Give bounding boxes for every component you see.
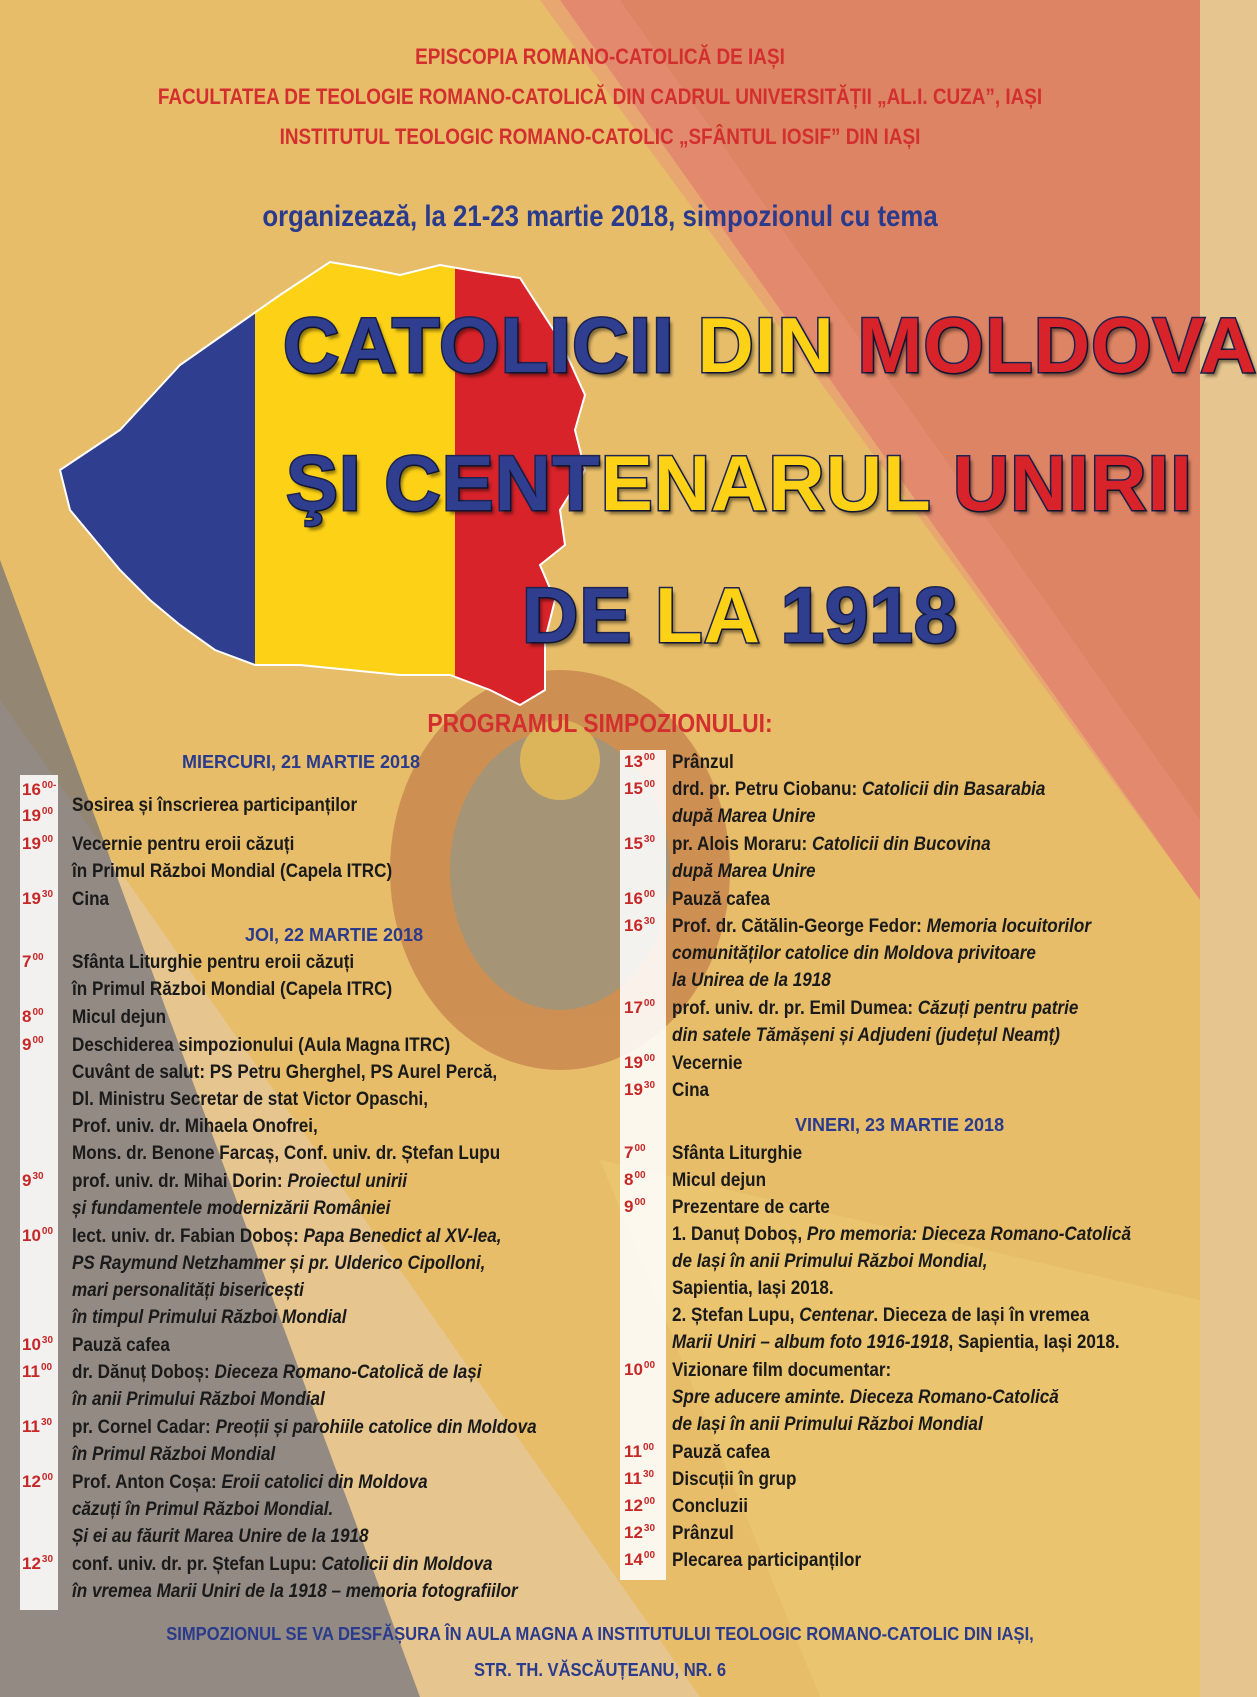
schedule-item: și fundamentele modernizării României	[72, 1198, 391, 1219]
footer-address: STR. TH. VĂSCĂUȚEANU, NR. 6	[473, 1660, 727, 1680]
schedule-item: Sosirea și înscrierea participanților	[72, 795, 358, 816]
schedule-item: Vecernie	[672, 1053, 743, 1074]
footer-venue: SIMPOZIONUL SE VA DESFĂȘURA ÎN AULA MAGNA A INSTITUTULUI TEOLOGIC ROMANO-CATOLIC DIN IAȘI,	[166, 1624, 1034, 1644]
schedule-item: Discuții în grup	[672, 1469, 797, 1490]
schedule-item: Cina	[72, 889, 110, 910]
title-line-2: ŞI CENTENARUL UNIRII	[286, 439, 1193, 527]
time-label: $10^{00}$	[624, 1360, 656, 1379]
schedule-item: Prof. univ. dr. Mihaela Onofrei,	[72, 1116, 318, 1137]
schedule-item: Sfânta Liturghie	[672, 1143, 803, 1164]
time-label: $8^{00}$	[22, 1007, 44, 1026]
schedule-item: Sfânta Liturghie pentru eroii căzuți	[72, 952, 355, 973]
header-institutul: INSTITUTUL TEOLOGIC ROMANO-CATOLIC „SFÂNTUL IOSIF” DIN IAȘI	[279, 124, 921, 149]
schedule-item: Cina	[672, 1080, 710, 1101]
schedule-item: pr. Cornel Cadar: Preoții și parohiile catolice din Moldova	[72, 1417, 537, 1438]
title-line-1: CATOLICII DIN MOLDOVA	[283, 301, 1257, 389]
schedule-item: Prânzul	[672, 752, 734, 773]
time-label: $16^{00}$	[624, 889, 656, 908]
schedule-item: 2. Ștefan Lupu, Centenar. Dieceza de Iași în vremea	[672, 1305, 1090, 1326]
schedule-item: Marii Uniri – album foto 1916-1918, Sapientia, Iași 2018.	[672, 1332, 1120, 1353]
schedule-item: Vecernie pentru eroii căzuți	[72, 834, 295, 855]
schedule-item: Sapientia, Iași 2018.	[672, 1278, 834, 1299]
schedule-item: Micul dejun	[672, 1170, 767, 1191]
time-label: $19^{00}$	[22, 834, 54, 853]
time-label: $9^{30}$	[22, 1171, 44, 1190]
schedule-item: Mons. dr. Benone Farcaș, Conf. univ. dr. Ștefan Lupu	[72, 1143, 501, 1164]
schedule-item: Prof. dr. Cătălin-George Fedor: Memoria locuitorilor	[672, 916, 1092, 937]
time-label: $19^{30}$	[22, 889, 54, 908]
schedule-item: pr. Alois Moraru: Catolicii din Bucovina	[672, 834, 991, 855]
time-label: $11^{30}$	[22, 1417, 53, 1436]
schedule-item: Prezentare de carte	[672, 1197, 830, 1218]
schedule-item: după Marea Unire	[672, 861, 816, 882]
time-label: $14^{00}$	[624, 1550, 656, 1569]
schedule-item: PS Raymund Netzhammer și pr. Ulderico Cipolloni,	[72, 1253, 486, 1274]
schedule-item: în Primul Război Mondial	[72, 1444, 276, 1465]
time-label: $12^{30}$	[22, 1554, 54, 1573]
schedule-item: drd. pr. Petru Ciobanu: Catolicii din Basarabia	[672, 779, 1046, 800]
schedule-item: în timpul Primului Război Mondial	[72, 1307, 347, 1328]
schedule-item: conf. univ. dr. pr. Ștefan Lupu: Catolicii din Moldova	[72, 1554, 493, 1575]
time-label: $10^{00}$	[22, 1226, 54, 1245]
schedule-item: în Primul Război Mondial (Capela ITRC)	[72, 979, 393, 1000]
time-label: $7^{00}$	[22, 952, 44, 971]
day-header-friday: VINERI, 23 MARTIE 2018	[795, 1115, 1005, 1135]
time-label: $11^{00}$	[624, 1442, 655, 1461]
time-label: $7^{00}$	[624, 1143, 646, 1162]
title-line-3: DE LA 1918	[522, 571, 959, 659]
schedule-item: în Primul Război Mondial (Capela ITRC)	[72, 861, 393, 882]
schedule-item: prof. univ. dr. Mihai Dorin: Proiectul unirii	[72, 1171, 408, 1192]
time-label: $19^{30}$	[624, 1080, 656, 1099]
time-label: $10^{30}$	[22, 1335, 54, 1354]
schedule-item: Vizionare film documentar:	[672, 1360, 892, 1381]
schedule-item: 1. Danuț Doboș, Pro memoria: Dieceza Romano-Catolică	[672, 1224, 1131, 1245]
time-label: $11^{00}$	[22, 1362, 53, 1381]
schedule-item: Pauză cafea	[72, 1335, 170, 1356]
time-label: $13^{00}$	[624, 752, 656, 771]
schedule-item: Și ei au făurit Marea Unire de la 1918	[72, 1526, 369, 1547]
schedule-item: Spre aducere aminte. Dieceza Romano-Catolică	[672, 1387, 1059, 1408]
schedule-item: la Unirea de la 1918	[672, 970, 831, 991]
schedule-item: Dl. Ministru Secretar de stat Victor Opaschi,	[72, 1089, 429, 1110]
schedule-item: Pauză cafea	[672, 889, 770, 910]
schedule-item: prof. univ. dr. pr. Emil Dumea: Căzuți pentru patrie	[672, 998, 1079, 1019]
schedule-item: Pauză cafea	[672, 1442, 770, 1463]
time-label: $9^{00}$	[22, 1035, 44, 1054]
time-label: $9^{00}$	[624, 1197, 646, 1216]
schedule-item: după Marea Unire	[672, 806, 816, 827]
schedule-item: Prof. Anton Coșa: Eroii catolici din Moldova	[72, 1472, 428, 1493]
time-label: $12^{00}$	[624, 1496, 656, 1515]
time-label: $16^{30}$	[624, 916, 656, 935]
time-label: $16^{00-}$	[22, 780, 57, 799]
schedule-item: în anii Primului Război Mondial	[72, 1389, 325, 1410]
schedule-item: de Iași în anii Primului Război Mondial	[672, 1414, 983, 1435]
schedule-item: comunităților catolice din Moldova privitoare	[672, 943, 1036, 964]
program-title: PROGRAMUL SIMPOZIONULUI:	[427, 708, 773, 738]
time-label: $17^{00}$	[624, 998, 656, 1017]
schedule-item: Plecarea participanților	[672, 1550, 862, 1571]
day-header-wednesday: MIERCURI, 21 MARTIE 2018	[182, 752, 421, 772]
schedule-item: în vremea Marii Uniri de la 1918 – memoria fotografiilor	[72, 1581, 518, 1602]
schedule-item: căzuți în Primul Război Mondial.	[72, 1499, 334, 1520]
time-label: $11^{30}$	[624, 1469, 655, 1488]
day-header-thursday: JOI, 22 MARTIE 2018	[245, 925, 424, 945]
time-label: $12^{30}$	[624, 1523, 656, 1542]
schedule-item: lect. univ. dr. Fabian Doboș: Papa Benedict al XV-lea,	[72, 1226, 502, 1247]
schedule-item: Deschiderea simpozionului (Aula Magna ITRC)	[72, 1035, 451, 1056]
schedule-item: de Iași în anii Primului Război Mondial,	[672, 1251, 988, 1272]
time-label: $19^{00}$	[22, 806, 54, 825]
schedule-item: Micul dejun	[72, 1007, 167, 1028]
time-label: $15^{00}$	[624, 779, 656, 798]
time-label: $8^{00}$	[624, 1170, 646, 1189]
time-label: $19^{00}$	[624, 1053, 656, 1072]
time-label: $15^{30}$	[624, 834, 656, 853]
schedule-item: Prânzul	[672, 1523, 734, 1544]
time-label: $12^{00}$	[22, 1472, 54, 1491]
schedule-item: mari personalități bisericești	[72, 1280, 304, 1301]
header-facultatea: FACULTATEA DE TEOLOGIE ROMANO-CATOLICĂ DIN CADRUL UNIVERSITĂȚII „AL.I. CUZA”, IAȘI	[157, 84, 1043, 109]
header-episcopia: EPISCOPIA ROMANO-CATOLICĂ DE IAȘI	[415, 44, 785, 69]
schedule-item: din satele Tămășeni și Adjudeni (județul Neamț)	[672, 1025, 1060, 1046]
schedule-item: dr. Dănuț Doboș: Dieceza Romano-Catolică de Iași	[72, 1362, 482, 1383]
organizer-line: organizează, la 21-23 martie 2018, simpozionul cu tema	[262, 200, 938, 233]
schedule-item: Cuvânt de salut: PS Petru Gherghel, PS Aurel Percă,	[72, 1062, 498, 1083]
schedule-item: Concluzii	[672, 1496, 749, 1517]
